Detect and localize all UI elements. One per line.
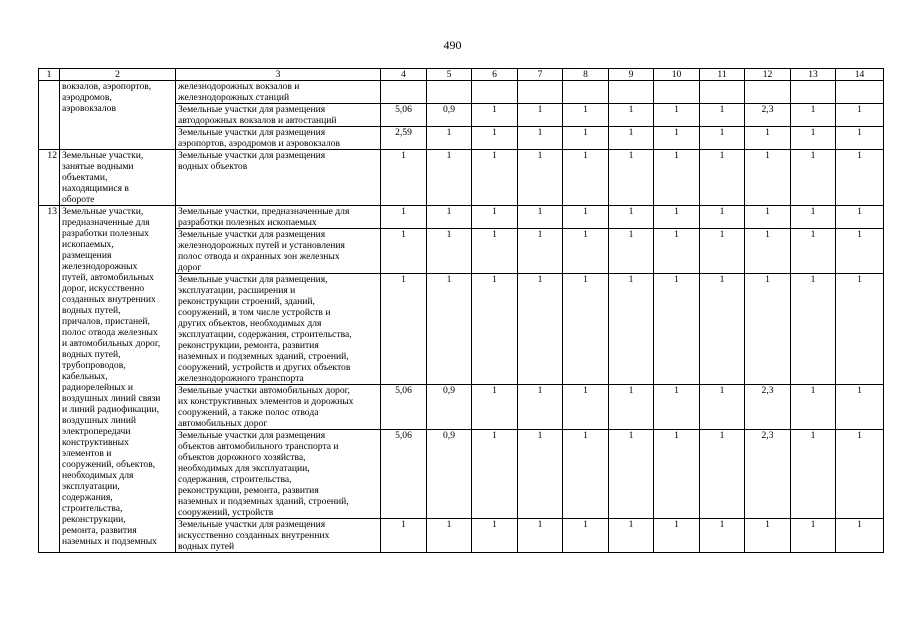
coefficient-cell: 1 — [518, 274, 563, 385]
column-header: 4 — [381, 69, 427, 81]
description-text: Земельные участки для размещения водных объектов — [178, 150, 326, 172]
coefficient-cell: 1 — [745, 150, 791, 206]
description-text: Земельные участки для размещения, эксплуатации, расширения и реконструкции строений, зданий, сооружений, в том числе устройств и других объектов, необходимых для эксплуатации, содержания, строительства, реконструкции, ремонта, развития наземных и подземных зданий, строений, сооружений, устройств и других объектов железнодорожного транспорта — [178, 274, 352, 384]
coefficient-cell: 1 — [563, 274, 609, 385]
coefficient-cell: 0,9 — [427, 104, 472, 127]
column-header: 5 — [427, 69, 472, 81]
coefficient-cell — [836, 81, 884, 104]
coefficient-cell: 1 — [427, 229, 472, 274]
description-cell — [176, 81, 381, 104]
coefficient-cell: 1 — [563, 519, 609, 553]
coefficient-cell: 0,9 — [427, 385, 472, 430]
coefficient-cell: 1 — [609, 274, 654, 385]
coefficient-cell: 1 — [427, 274, 472, 385]
coefficient-cell: 1 — [427, 127, 472, 150]
column-header: 8 — [563, 69, 609, 81]
coefficient-cell: 1 — [472, 385, 518, 430]
coefficient-cell: 1 — [472, 104, 518, 127]
coefficient-cell: 1 — [700, 229, 745, 274]
column-header: 7 — [518, 69, 563, 81]
coefficient-cell: 1 — [472, 229, 518, 274]
coefficient-cell — [381, 81, 427, 104]
coefficient-cell: 0,9 — [427, 430, 472, 519]
category-cell — [60, 150, 176, 206]
description-cell — [176, 104, 381, 127]
coefficient-cell — [791, 81, 836, 104]
table-row — [39, 206, 884, 229]
coefficient-cell: 1 — [518, 127, 563, 150]
description-cell — [176, 430, 381, 519]
coefficient-cell: 1 — [836, 385, 884, 430]
category-text: Земельные участки, занятые водными объектами, находящимися в обороте — [62, 150, 144, 205]
coefficient-cell: 2,3 — [745, 104, 791, 127]
description-cell — [176, 385, 381, 430]
coefficient-cell: 1 — [654, 385, 700, 430]
description-text: железнодорожных вокзалов и железнодорожных станций — [178, 81, 300, 103]
coefficient-cell: 1 — [791, 519, 836, 553]
coefficient-cell: 1 — [609, 104, 654, 127]
description-cell — [176, 150, 381, 206]
coefficient-cell: 1 — [654, 430, 700, 519]
coefficient-cell: 1 — [700, 206, 745, 229]
coefficient-cell: 1 — [836, 127, 884, 150]
coefficient-cell: 1 — [700, 274, 745, 385]
description-text: Земельные участки, предназначенные для разработки полезных ископаемых — [178, 206, 350, 228]
description-text: Земельные участки для размещения автодорожных вокзалов и автостанций — [178, 104, 337, 126]
coefficient-cell: 1 — [654, 229, 700, 274]
row-number-cell: 12 — [39, 150, 60, 206]
coefficient-cell: 1 — [472, 519, 518, 553]
column-header: 10 — [654, 69, 700, 81]
column-header: 12 — [745, 69, 791, 81]
row-number-cell: 13 — [39, 206, 60, 553]
category-cell — [60, 81, 176, 150]
description-cell — [176, 127, 381, 150]
coefficient-cell: 1 — [609, 127, 654, 150]
column-header: 11 — [700, 69, 745, 81]
category-cell — [60, 206, 176, 553]
coefficient-cell: 1 — [700, 127, 745, 150]
description-cell — [176, 519, 381, 553]
coefficient-cell: 1 — [518, 104, 563, 127]
description-text: Земельные участки автомобильных дорог, их конструктивных элементов и дорожных сооружений, а также полос отвода автомобильных дорог — [178, 385, 354, 429]
coefficient-cell: 1 — [791, 274, 836, 385]
coefficient-cell: 1 — [836, 150, 884, 206]
coefficient-cell: 1 — [791, 430, 836, 519]
column-header: 3 — [176, 69, 381, 81]
column-header: 13 — [791, 69, 836, 81]
coefficient-cell: 1 — [609, 150, 654, 206]
coefficient-cell: 1 — [791, 229, 836, 274]
coefficient-cell: 1 — [518, 229, 563, 274]
coefficient-cell: 1 — [745, 274, 791, 385]
coefficient-cell: 1 — [654, 206, 700, 229]
coefficient-cell — [745, 81, 791, 104]
coefficient-cell: 5,06 — [381, 104, 427, 127]
coefficient-cell: 1 — [609, 385, 654, 430]
coefficient-cell: 1 — [472, 127, 518, 150]
coefficient-cell: 1 — [791, 127, 836, 150]
coefficient-cell — [472, 81, 518, 104]
coefficient-cell: 1 — [700, 385, 745, 430]
coefficient-cell: 1 — [654, 127, 700, 150]
coefficient-cell: 1 — [654, 274, 700, 385]
coefficient-cell: 2,3 — [745, 430, 791, 519]
coefficient-cell: 1 — [836, 229, 884, 274]
coefficient-cell: 1 — [518, 206, 563, 229]
coefficient-cell — [700, 81, 745, 104]
coefficient-cell: 2,59 — [381, 127, 427, 150]
coefficient-cell: 1 — [472, 150, 518, 206]
coefficient-cell: 1 — [381, 206, 427, 229]
coefficient-cell: 1 — [609, 206, 654, 229]
table-header-row — [39, 69, 884, 81]
description-text: Земельные участки для размещения искусственно созданных внутренних водных путей — [178, 519, 330, 552]
coefficient-cell: 1 — [381, 150, 427, 206]
coefficient-cell: 1 — [427, 150, 472, 206]
coefficient-cell: 1 — [518, 430, 563, 519]
coefficient-cell: 1 — [609, 430, 654, 519]
column-header: 9 — [609, 69, 654, 81]
coefficient-cell — [563, 81, 609, 104]
coefficient-cell: 1 — [745, 229, 791, 274]
table-row — [39, 81, 884, 104]
coefficient-cell — [654, 81, 700, 104]
coefficient-cell: 1 — [700, 519, 745, 553]
coefficient-cell: 1 — [472, 206, 518, 229]
coefficient-cell: 1 — [791, 104, 836, 127]
coefficient-cell — [427, 81, 472, 104]
coefficient-cell: 1 — [700, 430, 745, 519]
coefficient-cell — [518, 81, 563, 104]
coefficient-cell: 1 — [563, 150, 609, 206]
description-text: Земельные участки для размещения железнодорожных путей и установления полос отвода и охранных зон железных дорог — [178, 229, 345, 273]
coefficient-cell: 1 — [563, 385, 609, 430]
column-header: 2 — [60, 69, 176, 81]
coefficient-cell: 2,3 — [745, 385, 791, 430]
coefficient-cell: 1 — [745, 127, 791, 150]
column-header: 1 — [39, 69, 60, 81]
coefficient-cell: 1 — [563, 430, 609, 519]
description-cell — [176, 206, 381, 229]
rate-table — [38, 68, 884, 553]
coefficient-cell: 1 — [563, 127, 609, 150]
coefficient-cell: 1 — [427, 206, 472, 229]
coefficient-cell: 1 — [427, 519, 472, 553]
coefficient-cell: 1 — [563, 206, 609, 229]
coefficient-cell: 1 — [472, 430, 518, 519]
coefficient-cell: 1 — [700, 104, 745, 127]
category-text: вокзалов, аэропортов, аэродромов, аэровокзалов — [62, 81, 152, 114]
coefficient-cell: 1 — [836, 104, 884, 127]
coefficient-cell: 1 — [654, 104, 700, 127]
column-header: 6 — [472, 69, 518, 81]
coefficient-cell: 1 — [654, 519, 700, 553]
description-text: Земельные участки для размещения объектов автомобильного транспорта и объектов дорожного хозяйства, необходимых для эксплуатации, содержания, строительства, реконструкции, ремонта, развития наземных и подземных зданий, строений, сооружений, устройств — [178, 430, 349, 518]
coefficient-cell: 1 — [609, 519, 654, 553]
coefficient-cell: 1 — [472, 274, 518, 385]
page-number: 490 — [443, 38, 462, 52]
column-header: 14 — [836, 69, 884, 81]
category-text: Земельные участки, предназначенные для разработки полезных ископаемых, размещения железнодорожных путей, автомобильных дорог, искусственно созданных внутренних водных путей, причалов, пристаней, полос отвода железных и автомобильных дорог, водных путей, трубопроводов, кабельных, радиорелейных и воздушных линий связи и линий радиофикации, воздушных линий электропередачи конструктивных элементов и сооружений, объектов, необходимых для эксплуатации, содержания, строительства, реконструкции, ремонта, развития наземных и подземных — [62, 206, 161, 547]
coefficient-cell: 1 — [381, 274, 427, 385]
description-cell — [176, 229, 381, 274]
coefficient-cell: 5,06 — [381, 430, 427, 519]
description-text: Земельные участки для размещения аэропортов, аэродромов и аэровокзалов — [178, 127, 341, 149]
coefficient-cell: 1 — [836, 206, 884, 229]
coefficient-cell: 1 — [381, 229, 427, 274]
coefficient-cell: 1 — [745, 519, 791, 553]
coefficient-cell: 1 — [654, 150, 700, 206]
coefficient-cell: 1 — [609, 229, 654, 274]
coefficient-cell: 1 — [518, 150, 563, 206]
coefficient-cell: 1 — [700, 150, 745, 206]
coefficient-cell: 1 — [563, 229, 609, 274]
coefficient-cell: 1 — [836, 519, 884, 553]
coefficient-cell: 1 — [791, 206, 836, 229]
coefficient-cell: 1 — [836, 430, 884, 519]
row-number-cell — [39, 81, 60, 150]
coefficient-cell: 1 — [836, 274, 884, 385]
coefficient-cell: 1 — [563, 104, 609, 127]
table-row — [39, 150, 884, 206]
description-cell — [176, 274, 381, 385]
coefficient-cell: 1 — [791, 150, 836, 206]
coefficient-cell: 1 — [745, 206, 791, 229]
coefficient-cell: 1 — [518, 519, 563, 553]
coefficient-cell: 1 — [518, 385, 563, 430]
coefficient-cell: 1 — [381, 519, 427, 553]
coefficient-cell: 5,06 — [381, 385, 427, 430]
coefficient-cell: 1 — [791, 385, 836, 430]
coefficient-cell — [609, 81, 654, 104]
